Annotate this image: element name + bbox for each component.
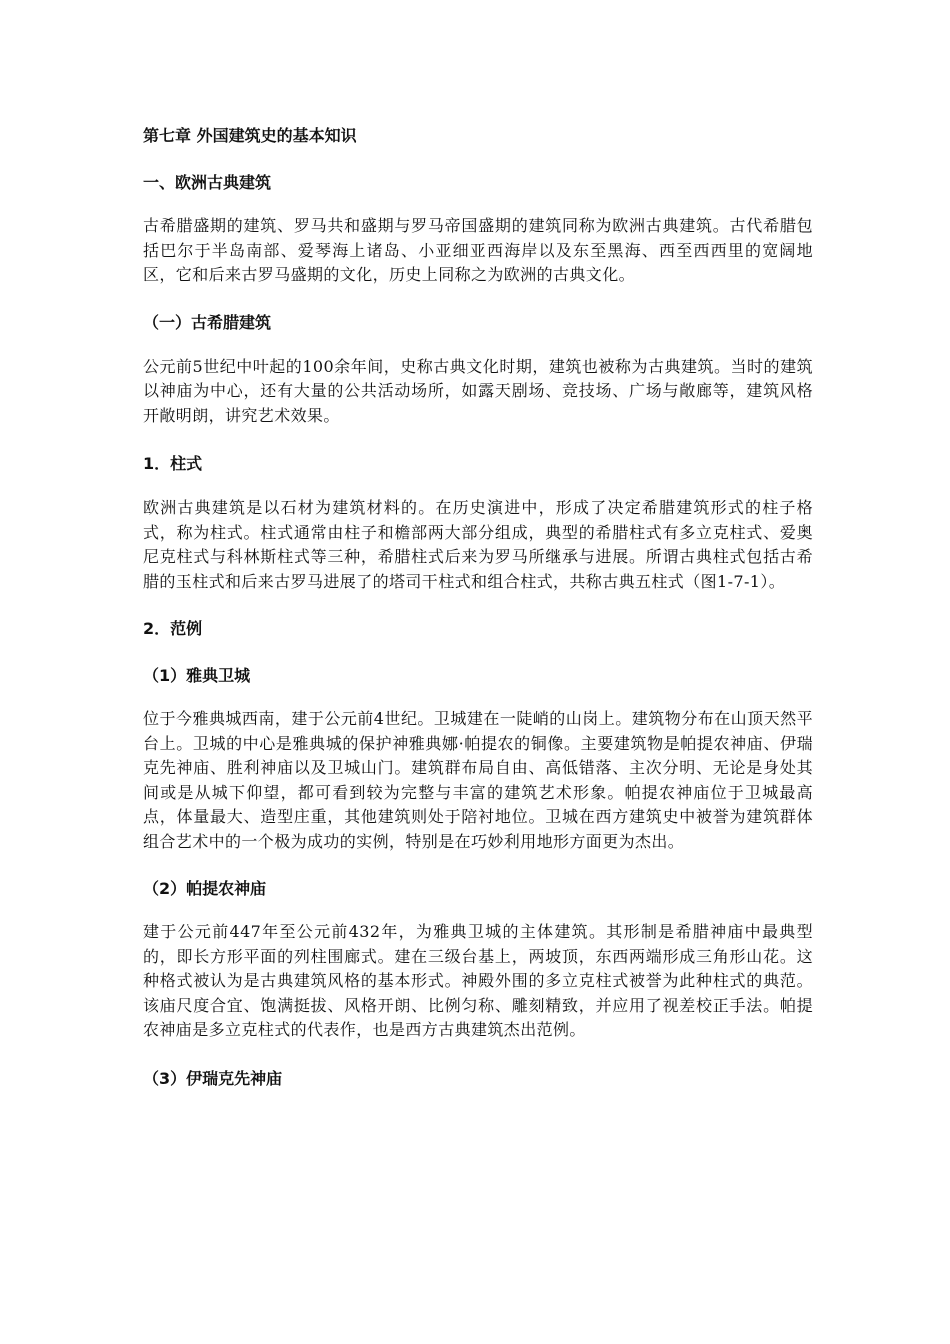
item-heading-orders: 1．柱式 bbox=[143, 454, 203, 473]
document-page bbox=[143, 124, 813, 1091]
section-intro-paragraph: 古希腊盛期的建筑、罗马共和盛期与罗马帝国盛期的建筑同称为欧洲古典建筑。古代希腊包括巴尔于半岛南部、爱琴海上诸岛、小亚细亚西海岸以及东至黑海、西至西西里的宽阔地区，它和后来古罗马盛期的文化，历史上同称之为欧洲的古典文化。 bbox=[143, 216, 813, 284]
acropolis-paragraph: 位于今雅典城西南，建于公元前4世纪。卫城建在一陡峭的山岗上。建筑物分布在山顶天然平台上。卫城的中心是雅典城的保护神雅典娜·帕提农的铜像。主要建筑物是帕提农神庙、伊瑞克先神庙、胜利神庙以及卫城山门。建筑群布局自由、高低错落、主次分明、无论是身处其间或是从城下仰望，都可看到较为完整与丰富的建筑艺术形象。帕提农神庙位于卫城最高点，体量最大、造型庄重，其他建筑则处于陪衬地位。卫城在西方建筑史中被誉为建筑群体组合艺术中的一个极为成功的实例，特别是在巧妙利用地形方面更为杰出。 bbox=[143, 709, 813, 851]
ancient-greek-paragraph: 公元前5世纪中叶起的100余年间，史称古典文化时期，建筑也被称为古典建筑。当时的建筑以神庙为中心，还有大量的公共活动场所，如露天剧场、竞技场、广场与敞廊等，建筑风格开敞明朗，讲究艺术效果。 bbox=[143, 356, 813, 425]
example-heading-parthenon: （2）帕提农神庙 bbox=[143, 879, 267, 898]
chapter-title: 第七章 外国建筑史的基本知识 bbox=[143, 126, 357, 145]
orders-paragraph: 欧洲古典建筑是以石材为建筑材料的。在历史演进中，形成了决定希腊建筑形式的柱子格式，称为柱式。柱式通常由柱子和檐部两大部分组成，典型的希腊柱式有多立克柱式、爱奥尼克柱式与科林斯柱式等三种，希腊柱式后来为罗马所继承与进展。所谓古典柱式包括古希腊的玉柱式和后来古罗马进展了的塔司干柱式和组合柱式，共称古典五柱式（图1-7-1）。 bbox=[143, 498, 813, 591]
parthenon-paragraph: 建于公元前447年至公元前432年，为雅典卫城的主体建筑。其形制是希腊神庙中最典型的，即长方形平面的列柱围廊式。建在三级台基上，两坡顶，东西两端形成三角形山花。这种格式被认为是古典建筑风格的基本形式。神殿外围的多立克柱式被誉为此种柱式的典范。该庙尺度合宜、饱满挺拔、风格开朗、比例匀称、雕刻精致，并应用了视差校正手法。帕提农神庙是多立克柱式的代表作，也是西方古典建筑杰出范例。 bbox=[143, 922, 813, 1039]
example-heading-acropolis: （1）雅典卫城 bbox=[143, 666, 251, 685]
section-heading-european-classical: 一、欧洲古典建筑 bbox=[143, 173, 272, 192]
item-heading-examples: 2．范例 bbox=[143, 619, 203, 638]
subsection-heading-ancient-greek: （一）古希腊建筑 bbox=[143, 312, 272, 332]
example-heading-erechtheion: （3）伊瑞克先神庙 bbox=[143, 1068, 283, 1088]
